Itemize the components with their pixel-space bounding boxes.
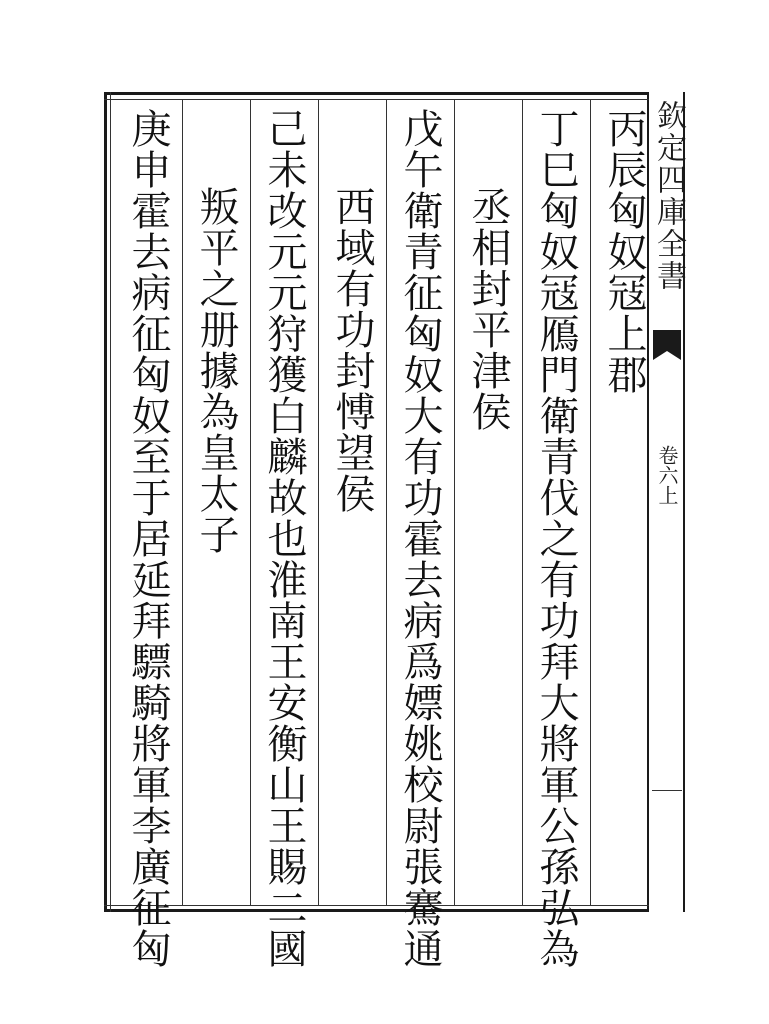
border-inner-left: [110, 92, 111, 912]
text-column-3: 丞相封平津侯: [465, 186, 511, 432]
text-column-2: 丁巳匈奴冦鴈門衛青伐之有功拜大將軍公孫弘為: [533, 108, 579, 969]
text-column-1: 丙辰匈奴冦上郡: [601, 108, 647, 395]
column-divider: [454, 99, 455, 905]
text-column-8: 庚申霍去病征匈奴至于居延拜驃騎將軍李廣征匈: [125, 108, 171, 969]
column-divider: [318, 99, 319, 905]
margin-rule: [652, 790, 682, 791]
column-divider: [182, 99, 183, 905]
column-divider: [590, 99, 591, 905]
text-column-6: 己未改元元狩獲白麟故也淮南王安衡山王賜二國: [261, 108, 307, 969]
text-column-5: 西域有功封愽望侯: [329, 186, 375, 514]
column-divider: [522, 99, 523, 905]
margin-book-title: 欽定四庫全書: [651, 100, 686, 292]
text-column-7: 叛平之册據為皇太子: [193, 186, 239, 555]
column-divider: [250, 99, 251, 905]
margin-volume-label: 卷六上: [655, 445, 679, 505]
text-column-4: 戊午衛青征匈奴大有功霍去病爲嫖姚校尉張騫通: [397, 108, 443, 969]
border-inner-top: [104, 99, 649, 100]
column-divider: [386, 99, 387, 905]
